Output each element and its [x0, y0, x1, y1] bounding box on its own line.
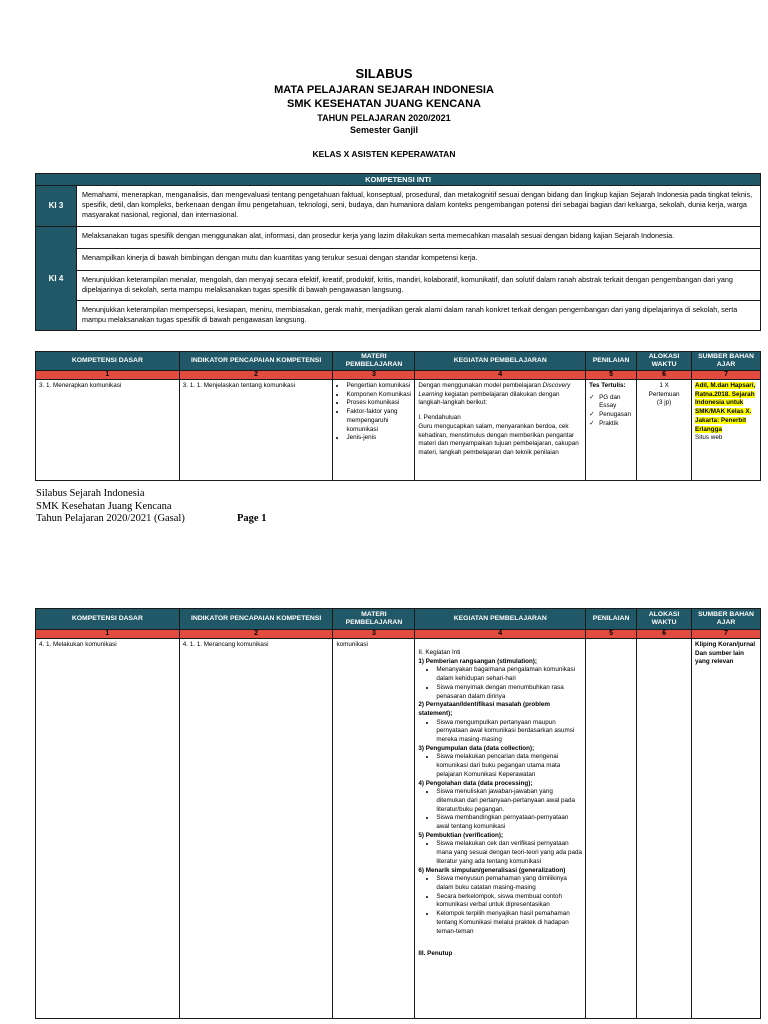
- kd-cell: 3. 1. Menerapkan komunikasi: [36, 380, 180, 481]
- ki3-label: KI 3: [36, 186, 77, 227]
- col-number: 4: [415, 371, 586, 380]
- col-header-kd: KOMPETENSI DASAR: [36, 609, 180, 630]
- step-item: • Siswa mengumpulkan pertanyaan maupun pernyataan awal komunikasi berdasarkan asumsi mereka masing-masing: [436, 719, 582, 745]
- col-number: 5: [586, 630, 637, 639]
- penilaian-title: Tes Tertulis:: [589, 382, 626, 389]
- document-title: SILABUS: [355, 66, 413, 81]
- sumber-extra: Situs web: [695, 434, 723, 442]
- materi-item: • Pengertian komunikasi: [346, 382, 411, 391]
- step-item: • Siswa menyimak dengan menumbuhkan rasa penasaran dalam dirinya: [436, 684, 582, 701]
- col-number: 2: [179, 630, 333, 639]
- materi-cell: komunikasi: [333, 639, 415, 1019]
- footer-line: Tahun Pelajaran 2020/2021 (Gasal): [36, 513, 185, 524]
- silabus-table-page1: [35, 351, 761, 481]
- kegiatan-intro: Dengan menggunakan model pembelajaran: [418, 382, 541, 389]
- ki4-row: Menunjukkan keterampilan mempersepsi, kesiapan, meniru, membiasakan, gerak mahir, menjadikan gerak alami dalam ranah konkret terkait dengan pengembangan dari yang dipelajarinya di sekolah, serta mampu melaksanakan tugas spesifik di bawah pengawasan langsung.: [77, 301, 761, 331]
- col-header-ipk: INDIKATOR PENCAPAIAN KOMPETENSI: [179, 352, 333, 371]
- materi-item: • Proses komunikasi: [346, 399, 411, 408]
- step-item: • Kelompok terpilih menyajikan hasil pemahaman tentang Komunikasi melalui praktek di hadapan teman-teman: [436, 910, 582, 936]
- penilaian-item: ✓ PG dan Essay: [599, 394, 633, 411]
- ki-heading: KOMPETENSI INTI: [36, 174, 761, 186]
- col-number: 1: [36, 371, 180, 380]
- col-header-materi: MATERI PEMBELAJARAN: [333, 352, 415, 371]
- step-item: • Siswa melakukan cek dan verifikasi pernyataan mana yang sesuai dengan teori-teori yang ada pada literatur yang ada tentang komunikasi: [436, 840, 582, 866]
- col-header-sumber: SUMBER BAHAN AJAR: [692, 352, 761, 371]
- col-number: 3: [333, 371, 415, 380]
- step-title: 2) Pernyataan/Identifikasi masalah (problem statement);: [418, 701, 550, 717]
- kegiatan-intro-end: kegiatan pembelajaran dilakukan dengan langkah-langkah berikut:: [418, 390, 560, 407]
- pendahuluan-title: I. Pendahuluan: [418, 414, 461, 422]
- kegiatan-inti-title: II. Kegiatan Inti: [418, 649, 461, 656]
- col-number: 5: [586, 371, 637, 380]
- col-header-ipk: INDIKATOR PENCAPAIAN KOMPETENSI: [179, 609, 333, 630]
- school-name: SMK KESEHATAN JUANG KENCANA: [287, 98, 481, 110]
- step-title: 6) Menarik simpulan/generalisasi (generalization): [418, 866, 566, 874]
- alokasi-cell: [637, 639, 692, 1019]
- step-title: 4) Pengolahan data (data processing);: [418, 779, 533, 787]
- materi-item: • Komponen Komunikasi: [346, 391, 411, 400]
- sumber-reference: Adil, M.dan Hapsari, Ratna.2018. Sejarah Indonesia untuk SMK/MAK Kelas X. Jakarta: Penerbit Erlangga: [695, 382, 756, 433]
- col-header-kegiatan: KEGIATAN PEMBELAJARAN: [415, 352, 586, 371]
- col-number: 3: [333, 630, 415, 639]
- kd-cell: 4. 1. Melakukan komunikasi: [36, 639, 180, 1019]
- penutup-title: III. Penutup: [418, 950, 453, 958]
- materi-cell: [333, 380, 415, 481]
- kegiatan-model: Discovery Learning: [418, 382, 571, 398]
- step-item: • Siswa menyusun pemahaman yang dimilikinya dalam buku catatan masing-masing: [436, 875, 582, 892]
- semester: Semester Ganjil: [349, 125, 419, 135]
- ki3-text: Memahami, menerapkan, menganalisis, dan mengevaluasi tentang pengetahuan faktual, konseptual, prosedural, dan metakognitif sesuai dengan bidang dan lingkup kajian Sejarah Indonesia pada tingkat teknis, spesifik, detil, dan kompleks, berkenaan dengan ilmu pengetahuan, teknologi, seni, budaya, dan humaniora dalam konteks pengembangan potensi diri sebagai bagian dari keluarga, sekolah, dunia kerja, warga masyarakat nasional, regional, dan internasional.: [77, 186, 761, 227]
- kegiatan-cell: [415, 380, 586, 481]
- ipk-cell: 3. 1. 1. Menjelaskan tentang komunikasi: [179, 380, 333, 481]
- alokasi-unit: Pertemuan: [648, 390, 680, 398]
- ki4-row: Menunjukkan keterampilan menalar, mengolah, dan menyaji secara efektif, kreatif, produktif, kritis, mandiri, kolaboratif, komunikatif, dan solutif dalam ranah abstrak terkait dengan pengembangan dari yang dipelajarinya di sekolah, serta mampu melaksanakan tugas spesifik di bawah pengawasan langsung.: [77, 271, 761, 301]
- step-title: 3) Pengumpulan data (data collection);: [418, 744, 535, 752]
- step-title: 1) Pemberian rangsangan (stimulation);: [418, 657, 537, 665]
- footer-line: SMK Kesehatan Juang Kencana: [36, 500, 172, 512]
- col-number: 1: [36, 630, 180, 639]
- col-header-kd: KOMPETENSI DASAR: [36, 352, 180, 371]
- col-header-alokasi: ALOKASI WAKTU: [637, 609, 692, 630]
- ki4-row: Menampilkan kinerja di bawah bimbingan dengan mutu dan kuantitas yang terukur sesuai dengan standar kompetensi kerja.: [77, 249, 761, 271]
- class-name: KELAS X ASISTEN KEPERAWATAN: [312, 149, 456, 159]
- academic-year: TAHUN PELAJARAN 2020/2021: [317, 113, 451, 123]
- col-header-penilaian: PENILAIAN: [586, 609, 637, 630]
- step-item: • Siswa melakukan pencarian data mengenai komunikasi dari buku pegangan utama mata pelajaran Komunikasi Keperawatan: [436, 753, 582, 779]
- col-header-materi: MATERI PEMBELAJARAN: [333, 609, 415, 630]
- penilaian-cell: [586, 380, 637, 481]
- materi-item: • Faktor-faktor yang mempengaruhi komunikasi: [346, 408, 411, 434]
- penilaian-item: ✓ Penugasan: [599, 411, 633, 420]
- page-number: Page 1: [237, 513, 267, 524]
- silabus-table-page2: [35, 608, 761, 1019]
- ipk-cell: 4. 1. 1. Merancang komunikasi: [179, 639, 333, 1019]
- col-number: 6: [637, 371, 692, 380]
- step-item: • Siswa menuliskan jawaban-jawaban yang ditemukan dari pertanyaan-pertanyaan awal pada literatur/buku pegangan.: [436, 788, 582, 814]
- alokasi-cell: [637, 380, 692, 481]
- col-number: 6: [637, 630, 692, 639]
- col-header-alokasi: ALOKASI WAKTU: [637, 352, 692, 371]
- penilaian-cell: [586, 639, 637, 1019]
- col-number: 7: [692, 371, 761, 380]
- sumber-cell: [692, 380, 761, 481]
- footer-block: [36, 488, 185, 526]
- step-title: 5) Pembuktian (verification);: [418, 831, 504, 839]
- col-number: 4: [415, 630, 586, 639]
- col-header-penilaian: PENILAIAN: [586, 352, 637, 371]
- footer-line: Silabus Sejarah Indonesia: [36, 488, 145, 499]
- col-header-sumber: SUMBER BAHAN AJAR: [692, 609, 761, 630]
- col-number: 2: [179, 371, 333, 380]
- materi-item: • Jenis-jenis: [346, 434, 411, 443]
- step-item: • Menanyakan bagaimana pengalaman komunikasi dalam kehidupan sehari-hari: [436, 666, 582, 683]
- col-header-kegiatan: KEGIATAN PEMBELAJARAN: [415, 609, 586, 630]
- step-item: • Secara berkelompok, siswa membuat contoh komunikasi verbal untuk dipresentasikan: [436, 893, 582, 910]
- kompetensi-inti-table: [35, 173, 761, 331]
- ki4-row: Melaksanakan tugas spesifik dengan menggunakan alat, informasi, dan prosedur kerja yang lazim dilakukan serta memecahkan masalah sesuai dengan bidang kajian Sejarah Indonesia.: [77, 227, 761, 249]
- sumber-cell: Kliping Koran/jurnal Dan sumber lain yang relevan: [692, 639, 761, 1019]
- ki4-label: KI 4: [36, 227, 77, 331]
- penilaian-item: ✓ Praktik: [599, 420, 633, 429]
- kegiatan-cell: [415, 639, 586, 1019]
- step-item: • Siswa membandingkan pernyataan-pernyataan awal tentang komunikasi: [436, 814, 582, 831]
- subject-title: MATA PELAJARAN SEJARAH INDONESIA: [274, 84, 494, 96]
- col-number: 7: [692, 630, 761, 639]
- pendahuluan-text: Guru mengucapkan salam, menyarankan berdoa, cek kehadiran, menstimulus dengan memberikan pengantar materi dan menyampaikan tujuan pembelajaran, cakupan materi, langkah pembelajaran dan teknik penilaian: [418, 422, 579, 456]
- alokasi-count: 1 X: [659, 382, 669, 389]
- alokasi-jp: (3 jp): [656, 399, 672, 407]
